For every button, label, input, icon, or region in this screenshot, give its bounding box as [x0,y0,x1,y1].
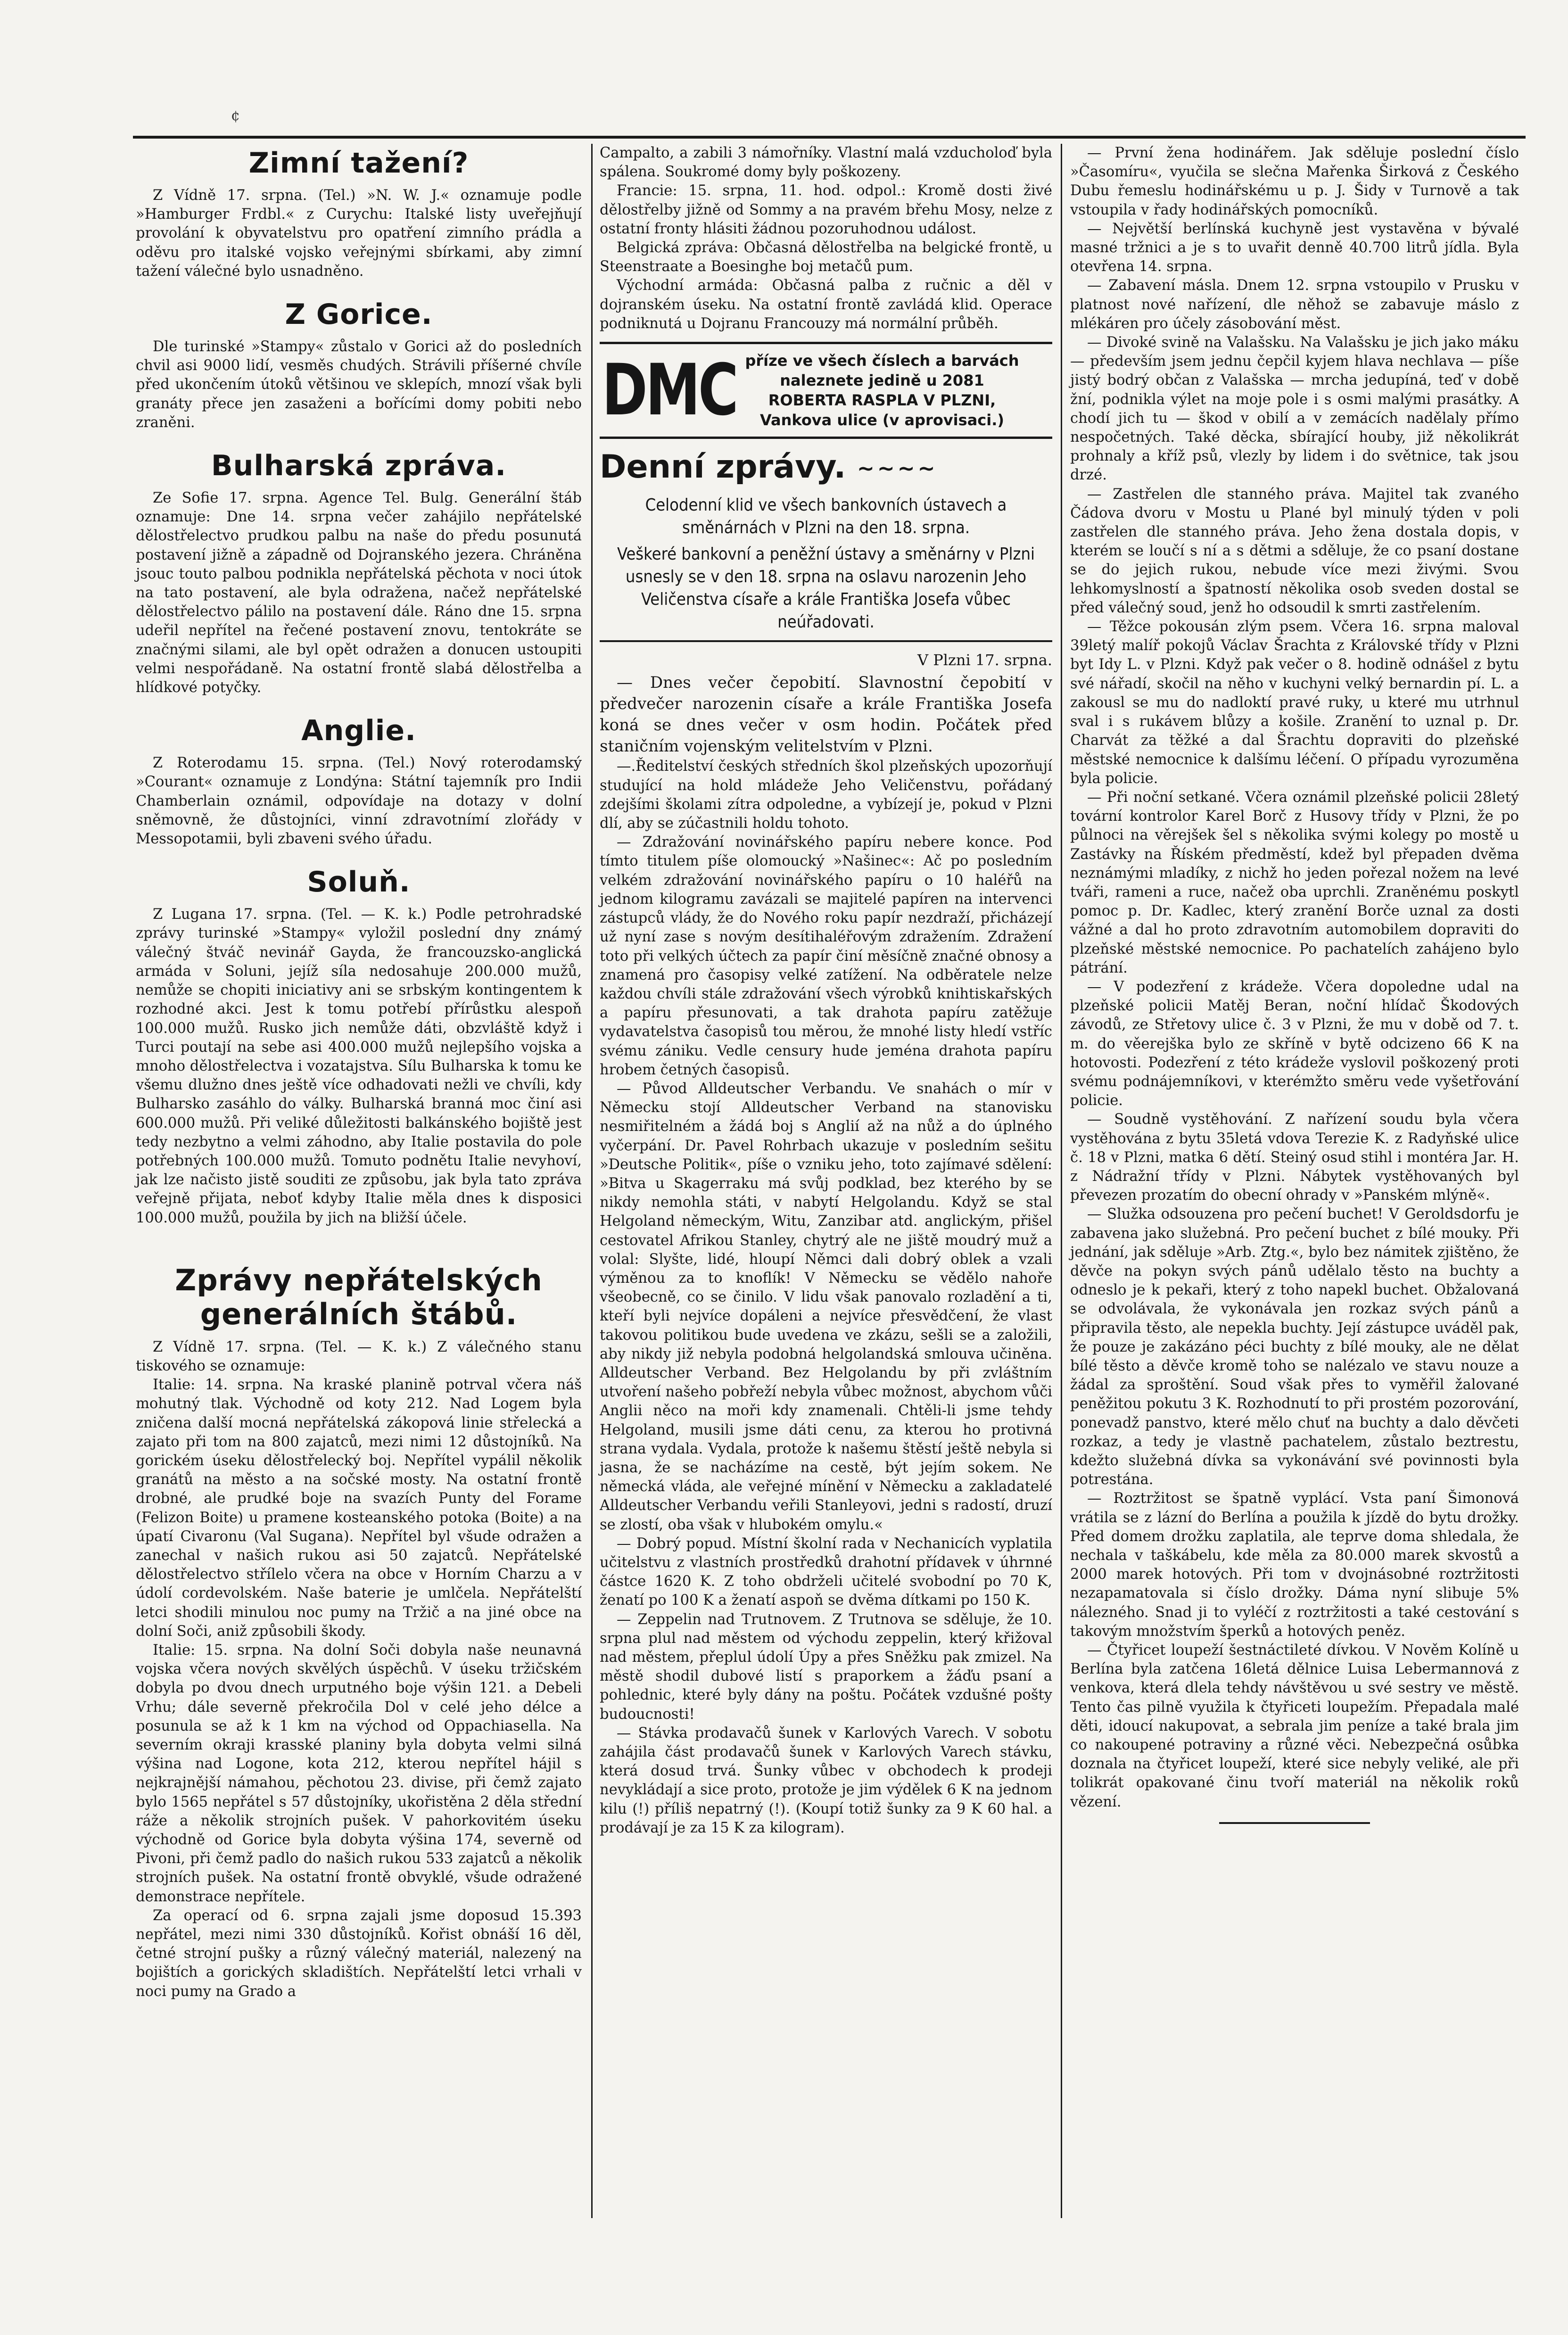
article-stavka: — Stávka prodavačů šunek v Karlových Varech. V sobotu zahájila část prodavačů šunek v Karlových Varech stávku, která dosud trvá. Šunky vůbec v obchodech k prodeji nevykládají a sice proto, protože je jim výdělek 6 K na jednom kilu (!) příliš nepatrný (!). (Koupí totiž šunky za 9 K 60 hal. a prodávají je za 15 K za kilogram). [600,1724,1052,1836]
lead-ustavy: Veškeré bankovní a peněžní ústavy a směnárny v Plzni usnesly se v den 18. srpna na oslavu narozenin Jeho Veličenstva císaře a krále Františka Josefa vůbec neúřadovati. [617,545,1035,632]
column-rule-1 [591,144,593,2218]
article-reditelstvi: —.Ředitelství českých středních škol plzeňských upozorňují studující na hold mládeže Jeho Veličenstvu, pořádaný zdejšími školami zítra odpoledne, a vybízejí je, pokud v Plzni dlí, aby se zúčastnili holdu tohoto. [600,758,1052,832]
end-rule [1219,1822,1370,1824]
article-svine: — Divoké svině na Valašsku. Na Valašsku je jich jako máku — především jsem jednu čepčil kyjem hlava nechlava — píše jistý bodrý občan z Valašska — mrcha jedupíná, teď v době žní, podnikla výlet na moje pole i s osmi malými prasátky. A chodí jich tu — škod v obilí a v zemácích nadělaly přímo nespočetných. Také děcka, sbírající houby, již několikrát prohnaly a kříž psů, vlezly by lidem i do světnice, tak jsou drzé. [1070,334,1519,484]
article-solun: Z Lugana 17. srpna. (Tel. — K. k.) Podle petrohradské zprávy turinské »Stampy« vyložil poslední dny známý válečný štváč nevinář Gayda, že francouzsko-anglická armáda v Soluni, jejíž síla nedosahuje 200.000 mužů, nemůže se chopiti iniciativy ani se srbským kontingentem k rozhodné akci. Jest k tomu potřebí přírůstku alespoň 100.000 mužů. Rusko jich nemůže dáti, obzvláště když i Turci poutají na sebe asi 400.000 mužů nejlepšího vojska a mnoho dělostřelectva i vozatajstva. Sílu Bulharska k tomu ke všemu dlužno dnes ještě více odhadovati nežli ve chvíli, kdy Bulharsko zasáhlo do války. Bulharská branná moc činí asi 600.000 mužů. Při veliké důležitosti balkánského bojiště jest tedy nezbytno a velmi záhodno, aby Italie postavila do pole potřebných 100.000 mužů. Tomuto podnětu Italie nevyhoví, jak lze načisto jistě souditi ze způsobu, jak byla tato zpráva veřejně přijata, neboť kdyby Italie měla dnes k disposici 100.000 mužů, použila by jich na bližší účele. [136,906,582,1226]
denni-title: Denní zprávy. [600,448,846,486]
article-papir: — Zdražování novinářského papíru nebere konce. Pod tímto titulem píše olomoucký »Našinec«: Ač po posledním velkém zdražování novinářského papíru o 10 haléřů na jednom kilogramu zavázali se majitelé papíren na intervenci zástupců vlády, že do Nového roku papír nezdraží, přicházejí už nyní zase s novým desítihaléřovým zdražením. Zdražení toto při velkých účtech za papír činí měsíčně značné obnosy a znamená pro časopisy velké zatížení. Na odběratele nelze každou chvíli stále zdražování všech výrobků knihtiskařských a papíru přesunovati, a tak drahota papíru zatěžuje vydavatelstva časopisů tou měrou, že mnohé listy hledí vstříc svému zániku. Vedle censury hude jeména drahota papíru hrobem četných časopisů. [600,834,1052,1078]
corner-mark: ¢ [231,107,240,124]
article-popud: — Dobrý popud. Místní školní rada v Nechanicích vyplatila učitelstvu z vlastních prostředků drahotní přídavek v úhrnné částce 1620 K. Z toho obdrželi učitelé svobodní po 70 K, ženatí po 100 K a ženatí aspoň se dvěma dítkami po 150 K. [600,1535,1052,1609]
article-kradez: — V podezření z krádeže. Včera dopoledne udal na plzeňské policii Matěj Beran, noční hlídač Škodových závodů, ze Střetovy ulice č. 3 v Plzni, že mu v době od 7. t. m. do věerejška bylo ze skříně v bytě odcizeno 66 K na hotovosti. Podezření z této krádeže vyslovil poškozený proti svému podnájemníkovi, v kterémžto směru vede vyšetřování policie. [1070,978,1519,1109]
article-zimni: Z Vídně 17. srpna. (Tel.) »N. W. J.« oznamuje podle »Hamburger Frdbl.« z Curychu: Italské listy uveřejňují provolání k obyvatelstvu pro opatření zimního prádla a oděvu pro italské vojsko veřejnými sbírkami, aby zimní tažení válečné bylo usnadněno. [136,187,582,280]
heading-zimni: Zimní tažení? [248,147,469,180]
article-maslo: — Zabavení másla. Dnem 12. srpna vstoupilo v Prusku v platnost nové nařízení, dle něhož se zabavuje máslo z mlékáren pro účely zásobování měst. [1070,277,1519,332]
article-vystehovani: — Soudně vystěhování. Z nařízení soudu byla včera vystěhována z bytu 35letá vdova Terezie K. z Radyňské ulice č. 18 v Plzni, matka 6 dětí. Steiný osud stihl i montéra Jar. H. z Nádražní třídy v Plzni. Nábytek vystěhovaných byl převezen prozatím do obecní ohrady v »Panském mlýně«. [1070,1111,1519,1204]
ad-line-1: příze ve všech číslech a barvách [745,352,1019,370]
ad-line-3: ROBERTA RASPLA V PLZNI, [768,391,996,410]
heading-anglie: Anglie. [301,714,416,748]
article-belgicka: Belgická zpráva: Občasná dělostřelba na belgické frontě, u Steenstraate a Boesinghe boj metačů pum. [600,239,1052,275]
article-zeppelin: — Zeppelin nad Trutnovem. Z Trutnova se sděluje, že 10. srpna plul nad městem od východu zeppelin, který křižoval nad městem, přeplul údolí Úpy a přes Sněžku pak zmizel. Na městě shodil dubové listí s praporkem a žáďu psaní a pohlednic, které byly dány na poštu. Počátek vzdušné pošty budoucnosti! [600,1611,1052,1723]
article-campalto: Campalto, a zabili 3 námořníky. Vlastní malá vzducholoď byla spálena. Soukromé domy byly poškozeny. [600,145,1052,181]
article-sluzka: — Služka odsouzena pro pečení buchet! V Geroldsdorfu je zabavena jako služebná. Pro pečení buchet z bílé mouky. Při jednání, jak sděluje »Arb. Ztg.«, bylo bez námitek zjištěno, že děvče na pokyn svých pánů udělalo těsto na buchty a odneslo je k pekaři, který z toho napekl buchet. Obžalovaná se odvolávala, že vykonávala jen rozkaz svých pánů a připravila těsto, ale nepekla buchty. Její zástupce uváděl pak, že pouze je zakázáno péci buchty z bílé mouky, ale ne dělat bílé těsto a děvče kromě toho se nalézalo ve stavu nouze a žádal za sproštění. Soud však přes to vyměřil žalované peněžitou pokutu 3 K. Rozhodnutí to při prostém pozorování, ponevadž panstvo, které mělo chuť na buchty a dalo děvčeti rozkaz, a tedy je vlastně pachatelem, zůstalo beztrestu, kdežto služebná dívka sa vykonávání své povinnosti byla potrestána. [1070,1206,1519,1488]
heading-bulharska: Bulharská zpráva. [211,449,507,483]
article-gorice: Dle turinské »Stampy« zůstalo v Gorici až do posledních chvil asi 9000 lidí, vesměs chudých. Strávili příšerné chvíle před ukončením útoků většinou ve sklepích, mnozí však byli granáty přece jen zasaženi a bořícími domy pobiti nebo zraněni. [136,338,582,431]
denni-ornament: ~~~~ [857,456,938,481]
article-pokousan: — Těžce pokousán zlým psem. Včera 16. srpna maloval 39letý malíř pokojů Václav Šrachta z Královské třídy v Plzni byt Idy L. v Plzni. Když pak večer o 8. hodině odnášel z bytu své nářadí, skočil na něho v kuchyni velký bernardin pí. L. a zakousl se mu do nadloktí pravé ruky, u které mu utrhnul sval i s rukávem blůzy a košile. Zranění to uznal p. Dr. Charvát za těžké a dal Šrachtu dopraviti do plzeňské městské nemocnice k dalšímu léčení. O případu vyrozuměna byla policie. [1070,619,1519,787]
ad-line-4: Vankova ulice (v aprovisaci.) [760,411,1004,429]
article-francie: Francie: 15. srpna, 11. hod. odpol.: Kromě dosti živé dělostřelby jižně od Sommy a na pravém břehu Mosy, nelze z ostatní fronty hlásiti žádnou pozoruhodnou událost. [600,182,1052,237]
lead-klid: Celodenní klid ve všech bankovních ústavech a směnárnách v Plzni na den 18. srpna. [645,495,1007,538]
article-cepobiti: — Dnes večer čepobití. Slavnostní čepobití v předvečer narozenin císaře a krále Františka Josefa koná se dnes večer v osm hodin. Počátek před staničním vojenským velitelstvím v Plzni. [600,673,1052,756]
article-zpravy-operace: Za operací od 6. srpna zajali jsme doposud 15.393 nepřátel, mezi nimi 330 důstojníků. Kořist obnáší 16 děl, četné strojní pušky a různý válečný materiál, nalezený na bojištích a gorických skladištích. Nepřátelští letci vrhali v noci pumy na Grado a [136,1907,582,2000]
section-heading-denni [600,447,1052,488]
column-1 [136,144,582,2001]
article-zpravy-intro: Z Vídně 17. srpna. (Tel. — K. k.) Z válečného stanu tiskového se oznamuje: [136,1338,582,1374]
column-2 [600,144,1052,1838]
heading-solun: Soluň. [307,866,411,899]
article-zpravy-italie-15: Italie: 15. srpna. Na dolní Soči dobyla naše neunavná vojska včera nových skvělých úspěchů. V úseku tržičském dobyla po dvou dnech urputného boje výšin 121. a Debeli Vrhu; dále severně překročila Dol v celé jeho délce a posunula se až k 1 km na východ od Oppachiasella. Na severním okraji krasské planiny byla dobyta velmi silná výšina nad Logone, kota 212, kterou nepřítel hájil s nejkrajnější námahou, pěchotou 23. divise, při čemž zajato bylo 1565 nepřátel s 57 důstojníky, ukořistěna 2 děla střední ráže a několik strojních pušek. V pahorkovitém úseku východně od Gorice byla dobyta výšina 174, severně od Pivoni, při čemž padlo do našich rukou 533 zajatců a několik strojních pušek. Na ostatní frontě obvyklé, všude odražené demonstrace nepřítele. [136,1642,582,1905]
dmc-logo: DMC [602,349,737,432]
article-vychodni: Východní armáda: Občasná palba z ručnic a děl v dojranském úseku. Na ostatní frontě zavládá klid. Operace podniknutá u Dojranu Francouzy má normální průběh. [600,277,1052,332]
ad-text [712,351,1052,430]
ad-line-2: naleznete jedině u 2081 [780,371,984,390]
dateline: V Plzni 17. srpna. [917,651,1052,669]
article-alldeutscher: — Původ Alldeutscher Verbandu. Ve snahách o mír v Německu stojí Alldeutscher Verband na stanovisku nesmiřitelném a žádá boj s Anglií až na nůž a do úplného vyčerpání. Dr. Pavel Rohrbach ukazuje v posledním sešitu »Deutsche Politik«, píše o vzniku jeho, toto zajímavé sdělení: »Bitva u Skagerraku má svůj podklad, bez kterého by se nikdy nemohla státi, v nabytí Helgolandu. Když se stal Helgoland německým, Witu, Zanzibar atd. anglickým, přišel cestovatel Afrikou Stanley, chytrý ale ne jiště moudrý muž a volal: Slyšte, lidé, hloupí Němci dali dobrý oblek a vzali výměnou za to knoflík! V Německu se vědělo nahoře všeobecně, co se činilo. V lidu však panovalo rozladění a ti, kteří byli nejvíce dopáleni a nejvíce přesvědčení, že vlast takovou politikou bude uvedena ve zkázu, sešli se a založili, aby nikdy již nebyla podobná helgolandská smlouva učiněna. Alldeutscher Verband. Bez Helgolandu by při zvláštním utvoření našeho pobřeží nebyla vůbec možnost, abychom vůči Anglii něco na moři kdy znamenali. Chtěli-li jsme tehdy Helgoland, musili jsme dáti cenu, za kterou ho protivná strana vydala. Vydala, protože k našemu štěstí ještě nebyla si jasna, že se nacházíme na cestě, být jejím sokem. Ne německá vláda, ale veřejné mínění v Německu a zakladatelé Alldeutscher Verbandu veřili Stanleyovi, jedni s radostí, druzí se zlostí, oba však v hlubokém omylu.« [600,1080,1052,1533]
advertisement-dmc [600,342,1052,439]
column-rule-2 [1061,144,1062,2218]
top-rule [133,136,1526,139]
article-zastrelen: — Zastřelen dle stanného práva. Majitel tak zvaného Čádova dvoru v Mostu u Plané byl minulý týden v poli zastřelen dle stanného práva. Jeho žena dostala dopis, v kterém se loučí s ní a s dětmi a sděluje, že co psaní dostane se do jejich rukou, nebude více mezi živými. Svou lehkomyslností a špatností několika osob sveden dostal se před válečný soud, jenž ho odsoudil k smrti zastřelením. [1070,486,1519,616]
column-3 [1070,144,1519,1834]
article-roztrzitost: — Roztržitost se špatně vyplácí. Vsta paní Šimonová vrátila se z lázní do Berlína a použila k jízdě do bytu drožky. Před domem drožku zaplatila, ale teprve doma shledala, že nechala v taškábelu, kde měla za 80.000 marek skvostů a 2000 marek hotových. Při tom v dvojnásobné roztržitosti nezapamatovala si číslo drožky. Dáma nyní slibuje 5% nálezného. Snad ji to vyléčí z roztržitosti a také cestování s takovým množstvím šperků a hotových peněz. [1070,1490,1519,1640]
divider [600,640,1052,642]
article-bulharska: Ze Sofie 17. srpna. Agence Tel. Bulg. Generální štáb oznamuje: Dne 14. srpna večer zahájilo nepřátelské dělostřelectvo prudkou palbu na naše do předu posunutá postavení jižně a západně od Dojranského jezera. Chráněna jsouc touto palbou podnikla nepřátelská pěchota v noci útok na tato postavení, ale byla odražena, načež nepřátelské dělostřelectvo pálilo na postavení dále. Ráno dne 15. srpna udeřil nepřítel na řečené postavení znovu, tentokráte se značnými silami, ale byl opět odražen a donucen ustoupiti velmi nespořádaně. Na ostatní frontě slabá dělostřelba a hlídkové potyčky. [136,490,582,696]
heading-gorice: Z Gorice. [285,298,433,331]
article-kuchyne: — Největší berlínská kuchyně jest vystavěna v bývalé masné tržnici a je s to uvařit denně 40.700 litrů jídla. Byla otevřena 14. srpna. [1070,220,1519,275]
article-hodinar: — První žena hodinářem. Jak sděluje poslední číslo »Časomíru«, vyučila se slečna Mařenka Širková z Českého Dubu řemeslu hodinářskému u p. J. Šidy v Turnově a tak vstoupila v řady hodinářských pomocníků. [1070,145,1519,218]
article-anglie: Z Roterodamu 15. srpna. (Tel.) Nový roterodamský »Courant« oznamuje z Londýna: Státní tajemník pro Indii Chamberlain oznámil, odpovídaje na dotazy v dolní sněmovně, že důstojníci, vinní zdravotnímí zlořády v Messopotamii, byli zbaveni svého úřadu. [136,755,582,848]
heading-zpravy-stabu: Zprávy nepřátelských generálních štábů. [175,1262,543,1331]
article-loupeze: — Čtyřicet loupeží šestnáctileté dívkou. V Nověm Kolíně u Berlína byla zatčena 16letá dělnice Luisa Lebermannová z venkova, která dlela tehdy návštěvou u své sestry ve městě. Tento čas pilně využila k čtyřiceti loupežím. Přepadala malé děti, idoucí nakupovat, a sebrala jim peníze a také brala jim co nakoupené potraviny a různé věci. Nebezpečná osůbka doznala na čtyřicet loupeží, které sice nebyly veliké, ale při tolikrát opakované činu tvoří materiál na několik roků vězení. [1070,1642,1519,1810]
article-setkani: — Při noční setkané. Včera oznámil plzeňské policii 28letý tovární kontrolor Karel Borč z Husovy třídy v Plzni, že po půlnoci na věrejšek šel s několika svými kolegy po mostě u Zastávky na Říském předměstí, kdež byl přepaden dvěma neznámými mladíky, z nichž ho jeden pořezal nožem na levé tváři, rameni a ruce, načež oba uprchli. Zraněnému poskytl pomoc p. Dr. Kadlec, který zranění Borče uznal za dosti vážné a dal ho proto zdravotním automobilem dopraviti do plzeňské městské nemocnice. Po pachatelích zahájeno bylo pátrání. [1070,789,1519,976]
article-zpravy-italie-14: Italie: 14. srpna. Na kraské planině potrval včera náš mohutný tlak. Východně od koty 212. Nad Logem byla zničena další mocná nepřátelská zákopová linie střelecká a zajato při tom na 800 zajatců, mezi nimi 12 důstojníků. Na gorickém úseku dělostřelecký boj. Nepřítel vypálil několik granátů na město a na sočské mosty. Na ostatní frontě drobné, ale prudké boje na svazích Punty del Forame (Felizon Boite) u pramene kosteanského potoka (Boite) a na úpatí Civaronu (Val Sugana). Nepřítel byl všude odražen a zanechal v našich rukou asi 50 zajatců. Nepřátelské dělostřelectvo střílelo včera na obce v Horním Charzu a v údolí cordevolském. Naše baterie je umlčela. Nepřátelští letci shodili minulou noc pumy na Tržič a na jiné obce na dolní Soči, aniž způsobili škody. [136,1377,582,1640]
